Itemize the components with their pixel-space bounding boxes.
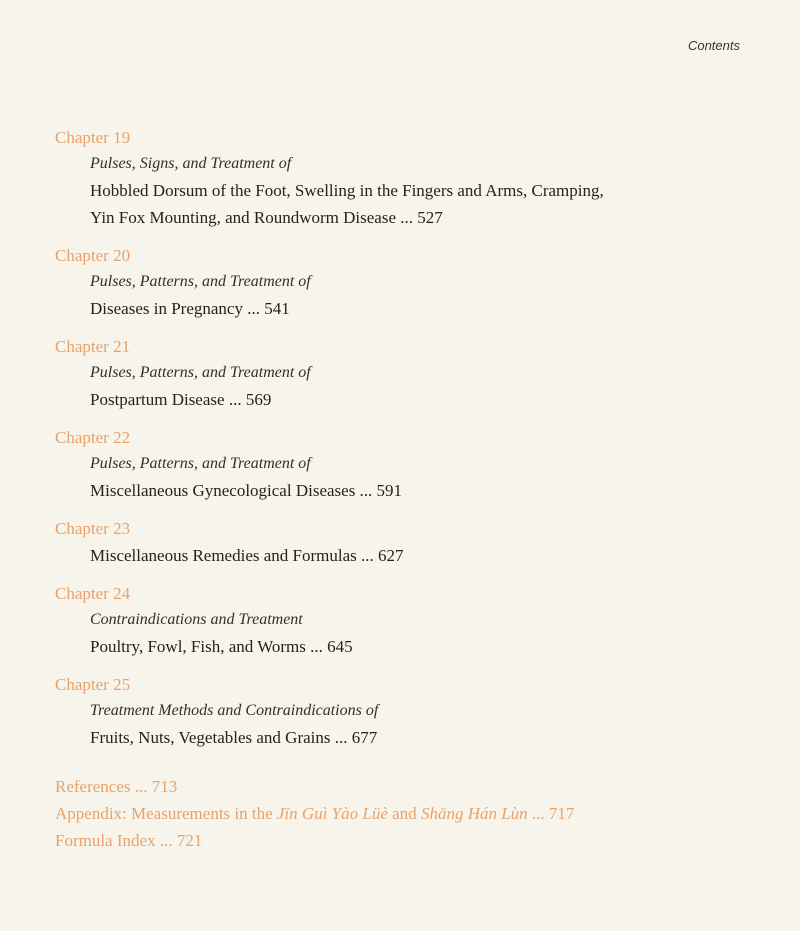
appendix-book-2: Shāng Hán Lùn — [420, 804, 528, 823]
chapter-subtitle: Pulses, Patterns, and Treatment of — [90, 455, 311, 472]
toc-chapter-20 — [55, 243, 755, 322]
chapter-title-line: Postpartum Disease ... 569 — [90, 390, 272, 409]
chapter-label: Chapter 21 — [55, 337, 131, 356]
chapter-title-line: Fruits, Nuts, Vegetables and Grains ... 677 — [90, 728, 378, 747]
table-of-contents — [55, 125, 755, 763]
chapter-subtitle: Contraindications and Treatment — [90, 611, 303, 628]
chapter-title-line: Poultry, Fowl, Fish, and Worms ... 645 — [90, 637, 353, 656]
chapter-label: Chapter 23 — [55, 519, 131, 538]
chapter-title-line: Yin Fox Mounting, and Roundworm Disease ... 527 — [90, 208, 443, 227]
chapter-label: Chapter 19 — [55, 128, 131, 147]
formula-index-entry: Formula Index ... 721 — [55, 831, 203, 850]
references-entry: References ... 713 — [55, 777, 178, 796]
chapter-title-line: Miscellaneous Gynecological Diseases ... 591 — [90, 481, 403, 500]
chapter-title-line: Hobbled Dorsum of the Foot, Swelling in the Fingers and Arms, Cramping, — [90, 181, 604, 200]
toc-chapter-22 — [55, 425, 755, 504]
toc-chapter-23 — [55, 516, 755, 569]
running-head: Contents — [687, 38, 740, 53]
appendix-entry — [55, 800, 755, 827]
toc-chapter-21 — [55, 334, 755, 413]
chapter-subtitle: Pulses, Patterns, and Treatment of — [90, 364, 311, 381]
chapter-title-line: Miscellaneous Remedies and Formulas ... 627 — [90, 546, 404, 565]
appendix-prefix: Appendix: Measurements in the — [55, 804, 277, 823]
appendix-suffix: ... 717 — [527, 804, 575, 823]
appendix-book-1: Jīn Guì Yào Lüè — [276, 804, 388, 823]
chapter-subtitle: Treatment Methods and Contraindications of — [90, 702, 379, 719]
appendix-and: and — [387, 804, 421, 823]
back-matter — [55, 773, 755, 854]
chapter-label: Chapter 25 — [55, 675, 131, 694]
toc-chapter-25 — [55, 672, 755, 751]
chapter-label: Chapter 20 — [55, 246, 131, 265]
toc-chapter-19 — [55, 125, 755, 231]
chapter-label: Chapter 22 — [55, 428, 131, 447]
chapter-subtitle: Pulses, Signs, and Treatment of — [90, 155, 292, 172]
toc-chapter-24 — [55, 581, 755, 660]
chapter-label: Chapter 24 — [55, 584, 131, 603]
chapter-title-line: Diseases in Pregnancy ... 541 — [90, 299, 290, 318]
chapter-subtitle: Pulses, Patterns, and Treatment of — [90, 273, 311, 290]
